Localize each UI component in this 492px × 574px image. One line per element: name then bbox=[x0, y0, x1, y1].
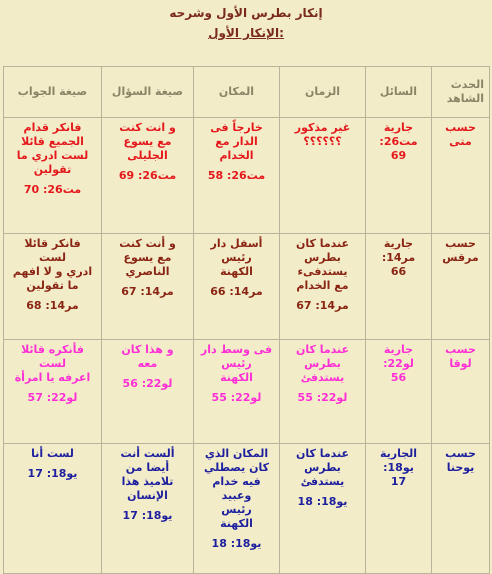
table-row-luke bbox=[4, 340, 490, 444]
time-cell: عندما كان بطرس يستدفئ لو22: 55 bbox=[280, 340, 366, 444]
table-row-mark bbox=[4, 234, 490, 340]
asker-cell: جارية لو22: 56 bbox=[366, 340, 432, 444]
place-cell: فى وسط دار رئيس الكهنة لو22: 55 bbox=[194, 340, 280, 444]
header-cell-question: صيغة السؤال bbox=[102, 67, 194, 118]
section-subtitle: الإنكار الأول: bbox=[208, 26, 284, 40]
header-cell-answer: صيغة الجواب bbox=[4, 67, 102, 118]
answer-cell: فانكر قدام الجميع قائلا لست ادري ما تقولين مت26: 70 bbox=[4, 118, 102, 234]
asker-cell: جارية مت26: 69 bbox=[366, 118, 432, 234]
place-cell: المكان الذي كان يصطلي فيه خدام وعبيد رئيس الكهنة يو18: 18 bbox=[194, 444, 280, 574]
header-cell-event-witness: الحدث الشاهد bbox=[432, 67, 490, 118]
question-cell: و هذا كان معه لو22: 56 bbox=[102, 340, 194, 444]
place-cell: أسفل دار رئيس الكهنة مر14: 66 bbox=[194, 234, 280, 340]
answer-cell: فأنكره قائلا لست اعرفه يا امرأة لو22: 57 bbox=[4, 340, 102, 444]
asker-cell: الجارية يو18: 17 bbox=[366, 444, 432, 574]
header-row bbox=[4, 67, 490, 118]
header-cell-asker: السائل bbox=[366, 67, 432, 118]
evangelist-cell: حسب مرقس bbox=[432, 234, 490, 340]
table-row-matthew bbox=[4, 118, 490, 234]
page-title: إنكار بطرس الأول وشرحه bbox=[169, 6, 323, 20]
header-cell-time: الزمان bbox=[280, 67, 366, 118]
question-cell: و أنت كنت مع يسوع الناصري مر14: 67 bbox=[102, 234, 194, 340]
time-cell: عندما كان بطرس يستدفئ يو18: 18 bbox=[280, 444, 366, 574]
header-cell-place: المكان bbox=[194, 67, 280, 118]
question-cell: و انت كنت مع يسوع الجليلى مت26: 69 bbox=[102, 118, 194, 234]
evangelist-cell: حسب متى bbox=[432, 118, 490, 234]
time-cell: عندما كان بطرس يستدفىء مع الخدام مر14: 67 bbox=[280, 234, 366, 340]
place-cell: خارجاً فى الدار مع الخدام مت26: 58 bbox=[194, 118, 280, 234]
time-cell: غير مذكور ؟؟؟؟؟؟ bbox=[280, 118, 366, 234]
evangelist-cell: حسب يوحنا bbox=[432, 444, 490, 574]
asker-cell: جارية مر14: 66 bbox=[366, 234, 432, 340]
answer-cell: لست أنا يو18: 17 bbox=[4, 444, 102, 574]
table-row-john bbox=[4, 444, 490, 574]
denial-comparison-table bbox=[3, 66, 490, 574]
answer-cell: فانكر قائلا لست ادري و لا افهم ما تقولين مر14: 68 bbox=[4, 234, 102, 340]
evangelist-cell: حسب لوقا bbox=[432, 340, 490, 444]
question-cell: ألست أنت أيضا من تلاميذ هذا الإنسان يو18: 17 bbox=[102, 444, 194, 574]
